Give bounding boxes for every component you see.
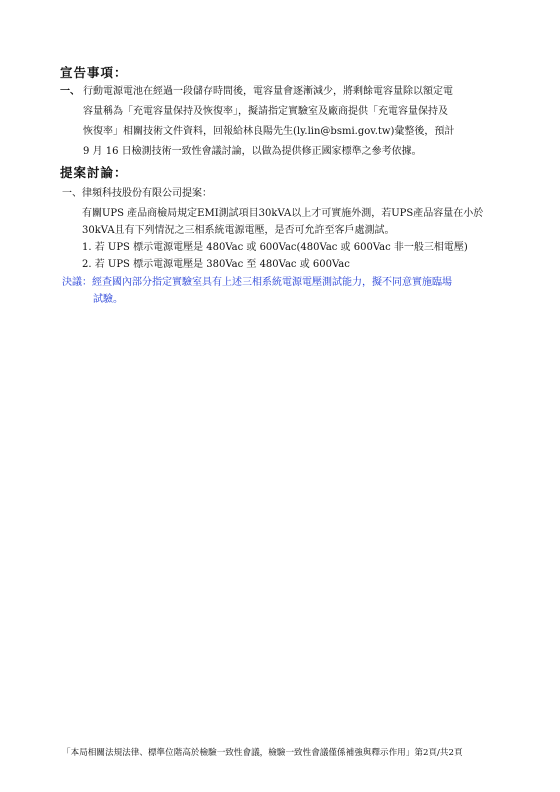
page-footer: 「本局相關法規法律、標準位階高於檢驗一致性會議，檢驗一致性會議僅係補強與釋示作用」第2頁/共2頁 — [62, 748, 463, 758]
proposal-condition-2: 2. 若 UPS 標示電源電壓是 380Vac 至 480Vac 或 600Vac — [82, 259, 350, 270]
announcement-item-marker: 一、 — [60, 86, 80, 97]
proposal-body-line-1: 有關UPS 產品商檢局規定EMI測試項目30kVA以上才可實施外測，若UPS產品容量在小於 — [82, 208, 484, 219]
resolution-line-1: 決議：經查國內部分指定實驗室具有上述三相系統電源電壓測試能力，擬不同意實施臨場 — [62, 277, 452, 288]
proposal-item-heading: 一、律頻科技股份有限公司提案： — [62, 188, 212, 199]
resolution-line-2: 試驗。 — [93, 294, 123, 305]
proposal-body-line-2: 30kVA且有下列情況之三相系統電源電壓，是否可允許至客戶處測試。 — [82, 225, 395, 236]
announcement-line-4: 9 月 16 日檢測技術一致性會議討論，以做為提供修正國家標準之參考依據。 — [83, 146, 422, 157]
proposals-heading: 提案討論： — [60, 165, 128, 180]
announcement-line-3: 恢復率」相關技術文件資料，回報給林良陽先生(ly.lin@bsmi.gov.tw)彙整後，預計 — [83, 126, 455, 137]
announcement-line-1: 行動電源電池在經過一段儲存時間後，電容量會逐漸減少，將剩餘電容量除以額定電 — [83, 86, 453, 97]
announcement-heading: 宣告事項： — [60, 65, 128, 80]
announcement-line-2: 容量稱為「充電容量保持及恢復率」，擬請指定實驗室及廠商提供「充電容量保持及 — [83, 106, 448, 117]
proposal-condition-1: 1. 若 UPS 標示電源電壓是 480Vac 或 600Vac(480Vac 或 600Vac 非一般三相電壓) — [82, 242, 468, 253]
